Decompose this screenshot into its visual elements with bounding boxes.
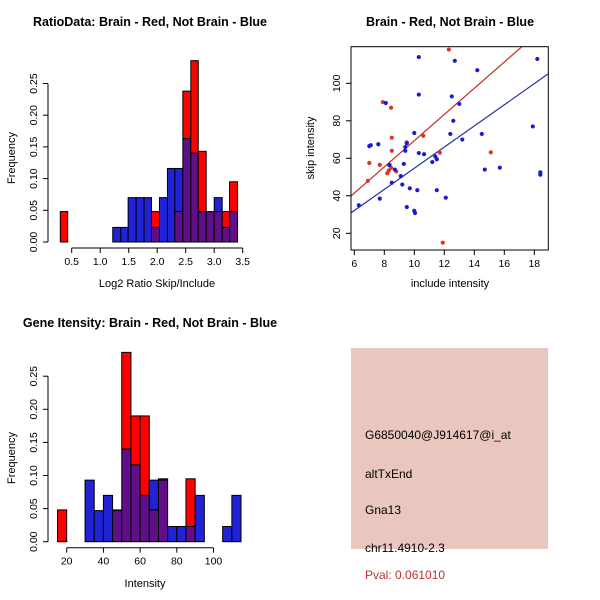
gene-info-box [351, 348, 548, 582]
scatter-point-blue [390, 181, 394, 185]
x-axis-tick-label: 16 [498, 258, 511, 270]
y-axis-tick-label: 0.15 [28, 432, 40, 453]
hist-bar-overlap [175, 212, 183, 242]
hist-bar [122, 352, 131, 449]
x-axis-tick-label: 6 [351, 258, 358, 270]
ratio-histogram-chart [0, 0, 300, 300]
event-type-text: altTxEnd [365, 467, 413, 481]
y-axis-tick-label: 0.10 [28, 465, 40, 486]
scatter-point-red [367, 161, 371, 165]
x-axis-tick-label: 2.0 [149, 256, 165, 268]
scatter-point-blue [538, 173, 542, 177]
hist-bar [195, 495, 204, 541]
scatter-point-blue [417, 92, 421, 96]
hist-bar-overlap [113, 511, 122, 542]
y-axis-tick-label: 100 [331, 74, 343, 93]
y-axis-label: Frequency [6, 432, 18, 484]
x-axis-label: include intensity [410, 278, 490, 290]
hist-bar [175, 168, 183, 211]
panel-intensity-scatter [300, 0, 600, 300]
x-axis-tick-label: 10 [408, 258, 421, 270]
hist-bar [113, 227, 121, 242]
scatter-point-blue [435, 157, 439, 161]
y-axis-tick-label: 0.25 [28, 365, 40, 387]
scatter-point-blue [460, 137, 464, 141]
intensity-scatter-chart [300, 0, 600, 300]
scatter-point-blue [399, 174, 403, 178]
hist-bar-overlap [122, 449, 131, 542]
x-axis-tick-label: 3.0 [206, 256, 222, 268]
scatter-point-blue [405, 141, 409, 145]
x-axis-tick-label: 40 [97, 555, 110, 568]
x-axis-tick-label: 18 [528, 258, 541, 270]
x-axis-label: Log2 Ratio Skip/Include [98, 278, 216, 290]
hist-bar [85, 480, 94, 542]
hist-bar [214, 198, 222, 212]
hist-bar-overlap [140, 495, 149, 541]
scatter-point-red [438, 151, 442, 155]
hist-bar [140, 416, 149, 495]
scatter-point-blue [402, 162, 406, 166]
x-axis-tick-label: 12 [438, 258, 451, 270]
hist-bar [222, 212, 229, 228]
plot-title: Gene Itensity: Brain - Red, Not Brain - Blue [22, 316, 278, 330]
scatter-point-blue [422, 152, 426, 156]
scatter-point-red [366, 179, 370, 183]
scatter-point-blue [417, 151, 421, 155]
locus-text: chr11.4910-2.3 [365, 541, 445, 555]
plot-title: RatioData: Brain - Red, Not Brain - Blue [32, 15, 268, 29]
scatter-point-blue [457, 102, 461, 106]
hist-bar [58, 510, 67, 542]
scatter-point-blue [387, 163, 391, 167]
hist-bar-overlap [149, 510, 158, 542]
y-axis-tick-label: 80 [331, 114, 343, 127]
y-axis-tick-label: 0.05 [28, 498, 40, 519]
panel-gene-info [300, 300, 600, 600]
hist-bar [183, 91, 191, 139]
panel-gene-intensity-histogram [0, 300, 300, 600]
hist-bar-overlap [214, 212, 222, 242]
gene-intensity-histogram-chart [0, 300, 300, 600]
scatter-point-blue [435, 188, 439, 192]
scatter-point-red [378, 163, 382, 167]
scatter-point-blue [400, 182, 404, 186]
scatter-point-blue [376, 142, 380, 146]
scatter-point-blue [412, 131, 416, 135]
y-axis-tick-label: 0.00 [28, 231, 40, 253]
plot-frame [351, 47, 548, 250]
hist-bar-overlap [206, 212, 214, 242]
hist-bar-overlap [152, 227, 160, 242]
x-axis-tick-label: 60 [134, 555, 146, 568]
hist-bar [223, 526, 232, 541]
x-axis-tick-label: 1.5 [121, 256, 137, 268]
scatter-point-blue [384, 101, 388, 105]
scatter-point-red [385, 171, 389, 175]
hist-bar [103, 495, 112, 541]
hist-bar [232, 495, 241, 541]
scatter-point-blue [357, 203, 361, 207]
y-axis-tick-label: 0.20 [28, 104, 40, 126]
y-axis-tick-label: 0.15 [28, 136, 40, 158]
hist-bar [121, 227, 128, 242]
hist-bar [198, 151, 206, 211]
hist-bar [149, 480, 158, 510]
hist-bar-overlap [183, 139, 191, 242]
scatter-point-blue [453, 59, 457, 63]
y-axis-tick-label: 60 [331, 152, 343, 165]
hist-bar [177, 526, 186, 541]
gene-name-text: Gna13 [365, 503, 402, 517]
scatter-point-blue [393, 167, 397, 171]
scatter-point-blue [448, 132, 452, 136]
hist-bar-overlap [131, 465, 140, 542]
hist-bar-overlap [222, 227, 229, 242]
pval-text: Pval: 0.061010 [365, 568, 446, 582]
scatter-point-blue [415, 188, 419, 192]
scatter-point-blue [535, 57, 539, 61]
x-axis-tick-label: 80 [170, 555, 183, 568]
scatter-point-blue [483, 167, 487, 171]
scatter-point-blue [408, 186, 412, 190]
hist-bar [168, 526, 177, 541]
y-axis-tick-label: 0.00 [28, 531, 40, 552]
scatter-point-blue [403, 149, 407, 153]
scatter-point-blue [451, 119, 455, 123]
y-axis-tick-label: 20 [331, 227, 343, 240]
scatter-point-blue [450, 94, 454, 98]
hist-bar [60, 212, 67, 242]
scatter-point-red [441, 241, 445, 245]
x-axis-tick-label: 0.5 [64, 256, 80, 268]
y-axis-tick-label: 0.25 [28, 73, 40, 94]
plot-title: Brain - Red, Not Brain - Blue [365, 15, 535, 29]
hist-bar [152, 212, 160, 228]
hist-bar-overlap [230, 212, 238, 242]
scatter-point-blue [367, 144, 371, 148]
y-axis-tick-label: 0.05 [28, 200, 40, 221]
scatter-point-blue [378, 197, 382, 201]
hist-bar-overlap [158, 480, 167, 542]
scatter-point-blue [405, 205, 409, 209]
hist-bar [128, 198, 136, 242]
panel-ratio-histogram [0, 0, 300, 300]
hist-bar-overlap [186, 526, 195, 541]
scatter-point-red [390, 149, 394, 153]
scatter-point-blue [417, 55, 421, 59]
hist-bar-overlap [198, 212, 206, 242]
y-axis-label: Frequency [6, 132, 18, 184]
scatter-point-red [489, 150, 493, 154]
scatter-point-blue [480, 132, 484, 136]
x-axis-tick-label: 2.5 [178, 256, 194, 268]
hist-bar [186, 479, 195, 527]
hist-bar [94, 511, 103, 542]
x-axis-label: Intensity [124, 578, 166, 590]
hist-bar [144, 198, 151, 242]
x-axis-tick-label: 8 [381, 258, 388, 270]
hist-bar [136, 198, 144, 242]
y-axis-tick-label: 40 [331, 189, 343, 202]
x-axis-tick-label: 100 [204, 555, 223, 568]
probe-id-text: G6850040@J914617@i_at [365, 428, 511, 442]
scatter-point-blue [413, 211, 417, 215]
x-axis-tick-label: 3.5 [235, 256, 251, 268]
scatter-point-blue [403, 145, 407, 149]
y-axis-label: skip intensity [305, 116, 317, 180]
x-axis-tick-label: 20 [60, 555, 73, 568]
scatter-point-red [389, 106, 393, 110]
x-axis-tick-label: 1.0 [92, 256, 108, 268]
hist-bar-overlap [191, 153, 198, 242]
y-axis-tick-label: 0.10 [28, 168, 40, 189]
hist-bar [159, 198, 167, 242]
scatter-point-blue [444, 196, 448, 200]
scatter-point-red [421, 134, 425, 138]
scatter-point-red [447, 47, 451, 51]
hist-bar [131, 416, 140, 465]
scatter-point-blue [531, 124, 535, 128]
y-axis-tick-label: 0.20 [28, 399, 40, 420]
hist-bar [167, 168, 174, 242]
hist-bar [230, 182, 238, 212]
x-axis-tick-label: 14 [468, 258, 481, 270]
scatter-point-blue [430, 160, 434, 164]
scatter-point-blue [498, 166, 502, 170]
hist-bar [191, 61, 198, 154]
scatter-point-blue [475, 68, 479, 72]
fit-line-not-brain-fit [351, 74, 548, 213]
scatter-point-red [390, 136, 394, 140]
